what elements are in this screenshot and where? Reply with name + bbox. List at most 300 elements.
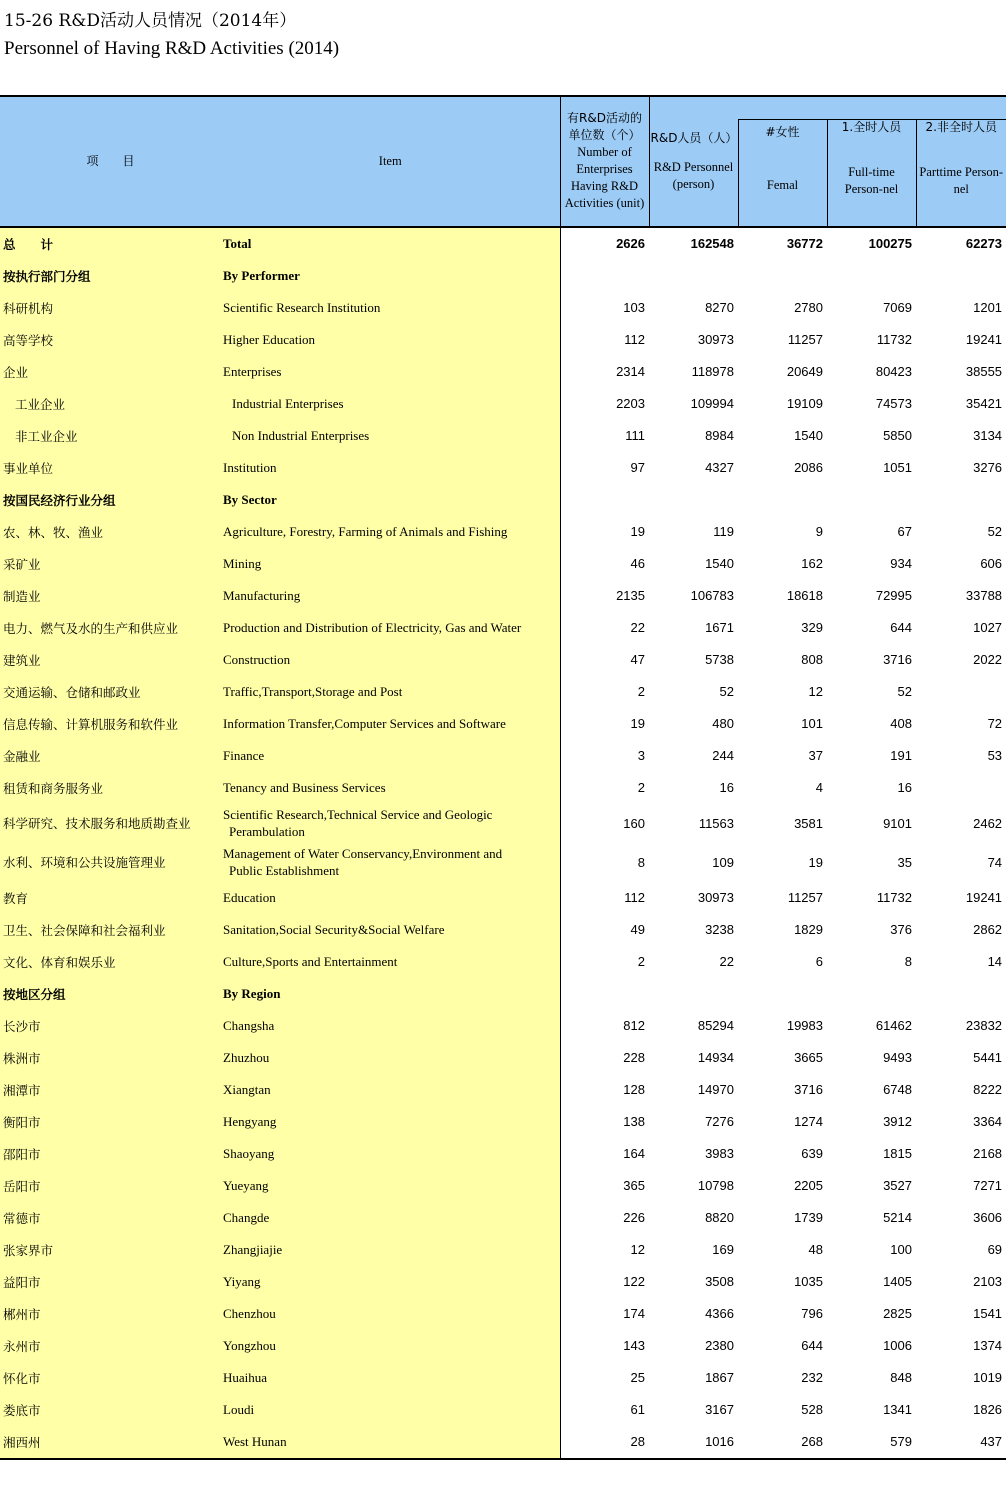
- row-label-en: Yueyang: [221, 1170, 560, 1202]
- table-row: [0, 1202, 1006, 1234]
- value-col3: 12: [808, 684, 823, 699]
- value-col1: 112: [560, 882, 649, 914]
- row-label-en: Changde: [221, 1202, 560, 1234]
- table-row: [0, 1362, 1006, 1394]
- row-label-en: By Sector: [221, 484, 560, 516]
- value-col2: 22: [719, 954, 734, 969]
- header-col5-cn: 2.非全时人员: [925, 120, 997, 135]
- row-label-en: Manufacturing: [221, 580, 560, 612]
- value-col1: 122: [560, 1266, 649, 1298]
- value-col1: 19: [560, 516, 649, 548]
- row-label-cn: 总 计: [0, 227, 221, 260]
- table-row: [0, 1330, 1006, 1362]
- value-col3: 2205: [794, 1178, 823, 1193]
- value-col5: [916, 676, 1006, 708]
- value-col3: 1540: [794, 428, 823, 443]
- value-col5: 2022: [973, 652, 1003, 667]
- row-label-en: By Performer: [221, 260, 560, 292]
- row-label-en-line1: Scientific Research,Technical Service and Geologic: [223, 807, 493, 822]
- value-col5: 606: [980, 556, 1003, 571]
- value-col2: 30973: [697, 890, 734, 905]
- header-spacer: [738, 96, 1006, 120]
- value-col1: 2135: [560, 580, 649, 612]
- value-col2: 2380: [705, 1338, 734, 1353]
- row-label-cn: 水利、环境和公共设施管理业: [0, 843, 221, 882]
- table-row: [0, 548, 1006, 580]
- value-col3: 2086: [794, 460, 823, 475]
- value-col4: 8: [904, 954, 912, 969]
- row-label-en: Agriculture, Forestry, Farming of Animals and Fishing: [221, 516, 560, 548]
- value-col5: 3276: [973, 460, 1003, 475]
- row-label-en: Information Transfer,Computer Services and Software: [221, 708, 560, 740]
- value-col4: [827, 978, 916, 1010]
- row-label-cn: 事业单位: [0, 452, 221, 484]
- value-col1: 812: [560, 1010, 649, 1042]
- row-label-cn: 文化、体育和娱乐业: [0, 946, 221, 978]
- value-col5: 2168: [973, 1146, 1003, 1161]
- row-label-en: Loudi: [221, 1394, 560, 1426]
- value-col3: 37: [808, 748, 823, 763]
- value-col5: 1201: [973, 300, 1003, 315]
- value-col5: 1374: [973, 1338, 1003, 1353]
- value-col3: 3665: [794, 1050, 823, 1065]
- value-col5: 1019: [973, 1370, 1003, 1385]
- row-label-cn: 按执行部门分组: [0, 260, 221, 292]
- row-label-cn: 郴州市: [0, 1298, 221, 1330]
- row-label-cn: 企业: [0, 356, 221, 388]
- value-col3: 639: [801, 1146, 823, 1161]
- value-col2: 8270: [705, 300, 734, 315]
- row-label-en: Shaoyang: [221, 1138, 560, 1170]
- row-label-cn: 怀化市: [0, 1362, 221, 1394]
- value-col5: 7271: [973, 1178, 1003, 1193]
- row-label-cn: 长沙市: [0, 1010, 221, 1042]
- value-col4: 5214: [883, 1210, 912, 1225]
- value-col5: 3606: [973, 1210, 1003, 1225]
- header-col4: [827, 120, 916, 227]
- table-row: [0, 946, 1006, 978]
- value-col1: 22: [560, 612, 649, 644]
- value-col3: 796: [801, 1306, 823, 1321]
- header-col3-cn: #女性: [765, 124, 800, 139]
- value-col2: 3167: [705, 1402, 734, 1417]
- value-col4: 9493: [883, 1050, 912, 1065]
- value-col2: 1016: [649, 1426, 738, 1459]
- value-col1: 2203: [560, 388, 649, 420]
- row-label-en: Huaihua: [221, 1362, 560, 1394]
- value-col3: 808: [801, 652, 823, 667]
- table-row: [0, 740, 1006, 772]
- value-col1: 143: [560, 1330, 649, 1362]
- row-label-cn: 教育: [0, 882, 221, 914]
- value-col3: 644: [801, 1338, 823, 1353]
- row-label-en: Industrial Enterprises: [221, 388, 560, 420]
- header-col1-en: Number of Enterprises Having R&D Activities (unit): [564, 145, 645, 211]
- value-col4: 16: [897, 780, 912, 795]
- row-label-en: Production and Distribution of Electricity, Gas and Water: [221, 612, 560, 644]
- row-label-cn: 永州市: [0, 1330, 221, 1362]
- value-col3: 11257: [787, 332, 823, 347]
- row-label-en: Zhuzhou: [221, 1042, 560, 1074]
- row-label-cn: 娄底市: [0, 1394, 221, 1426]
- value-col5: 72: [987, 716, 1003, 731]
- value-col4: 408: [890, 716, 912, 731]
- value-col5: 437: [916, 1426, 1006, 1459]
- value-col1: 2: [560, 772, 649, 804]
- value-col2: 85294: [697, 1018, 734, 1033]
- value-col3: 2780: [794, 300, 823, 315]
- value-col2: [649, 484, 738, 516]
- value-col4: 100275: [868, 236, 912, 251]
- row-label-cn: 益阳市: [0, 1266, 221, 1298]
- value-col1: 46: [560, 548, 649, 580]
- row-label-en: Finance: [221, 740, 560, 772]
- row-label-cn: 高等学校: [0, 324, 221, 356]
- row-label-en: Zhangjiajie: [221, 1234, 560, 1266]
- value-col4: 3912: [883, 1114, 912, 1129]
- value-col3: 1829: [794, 922, 823, 937]
- table-row: [0, 612, 1006, 644]
- value-col2: 10798: [697, 1178, 734, 1193]
- value-col1: 47: [560, 644, 649, 676]
- row-label-en: Scientific Research Institution: [221, 292, 560, 324]
- value-col3: 19983: [786, 1018, 823, 1033]
- row-label-en: [221, 843, 560, 882]
- row-label-cn: 岳阳市: [0, 1170, 221, 1202]
- row-label-cn: 非工业企业: [0, 420, 221, 452]
- row-label-cn: 农、林、牧、渔业: [0, 516, 221, 548]
- header-col2-cn: R&D人员（人）: [650, 130, 738, 145]
- row-label-en: [221, 804, 560, 843]
- row-label-en: Chenzhou: [221, 1298, 560, 1330]
- table-title-chinese: 15-26 R&D活动人员情况（2014年）: [4, 11, 297, 31]
- value-col2: 1671: [705, 620, 734, 635]
- row-label-cn: 交通运输、仓储和邮政业: [0, 676, 221, 708]
- value-col2: 169: [712, 1242, 734, 1257]
- row-label-en-line1: Management of Water Conservancy,Environment and: [223, 846, 503, 861]
- value-col5: [916, 484, 1006, 516]
- value-col4: [827, 484, 916, 516]
- value-col3: 48: [808, 1242, 823, 1257]
- value-col4: 11732: [876, 332, 912, 347]
- table-row: [0, 644, 1006, 676]
- table-header: [0, 96, 1006, 227]
- table-row: [0, 1138, 1006, 1170]
- row-label-cn: 金融业: [0, 740, 221, 772]
- value-col4: 376: [890, 922, 912, 937]
- value-col3: 4: [815, 780, 823, 795]
- value-col3: 19: [808, 854, 823, 870]
- table-row: [0, 1234, 1006, 1266]
- value-col4: 11732: [876, 890, 912, 905]
- value-col5: 62273: [965, 236, 1003, 251]
- header-item-cn: 项 目: [0, 96, 221, 227]
- value-col3: 19109: [786, 396, 823, 411]
- table-row: [0, 1074, 1006, 1106]
- row-label-en-line2: Public Establishment: [229, 863, 340, 878]
- value-col3: 232: [801, 1370, 823, 1385]
- value-col5: 38555: [965, 364, 1003, 379]
- table-row: [0, 356, 1006, 388]
- row-label-cn: 按国民经济行业分组: [0, 484, 221, 516]
- value-col5: [916, 260, 1006, 292]
- value-col4: 100: [890, 1242, 912, 1257]
- value-col1: 19: [560, 708, 649, 740]
- value-col2: 14934: [697, 1050, 734, 1065]
- value-col3: 20649: [786, 364, 823, 379]
- value-col1: 25: [560, 1362, 649, 1394]
- value-col5: 3364: [973, 1114, 1003, 1129]
- table-row: [0, 420, 1006, 452]
- row-label-cn: 常德市: [0, 1202, 221, 1234]
- value-col5: 1027: [973, 620, 1003, 635]
- row-label-en: Changsha: [221, 1010, 560, 1042]
- row-label-cn: 科学研究、技术服务和地质勘查业: [0, 804, 221, 843]
- table-row: [0, 1170, 1006, 1202]
- value-col5: 2862: [973, 922, 1003, 937]
- value-col5: 19241: [965, 332, 1003, 347]
- value-col2: 16: [719, 780, 734, 795]
- row-label-en: Higher Education: [221, 324, 560, 356]
- value-col5: 35421: [965, 396, 1003, 411]
- value-col2: 30973: [697, 332, 734, 347]
- value-col5: [916, 772, 1006, 804]
- row-label-cn: 按地区分组: [0, 978, 221, 1010]
- row-label-en: Enterprises: [221, 356, 560, 388]
- value-col1: 128: [560, 1074, 649, 1106]
- value-col2: 8984: [705, 428, 734, 443]
- row-label-en: Traffic,Transport,Storage and Post: [221, 676, 560, 708]
- value-col3: 329: [801, 620, 823, 635]
- value-col1: 61: [560, 1394, 649, 1426]
- value-col1: 103: [560, 292, 649, 324]
- row-label-cn: 株洲市: [0, 1042, 221, 1074]
- value-col4: [827, 260, 916, 292]
- value-col3: 3581: [794, 815, 823, 831]
- value-col2: 8820: [705, 1210, 734, 1225]
- value-col5: 2103: [973, 1274, 1003, 1289]
- table-title-english: Personnel of Having R&D Activities (2014): [4, 38, 340, 59]
- value-col2: 5738: [705, 652, 734, 667]
- table-row: [0, 843, 1006, 882]
- table-row: [0, 484, 1006, 516]
- header-col1: [560, 96, 649, 227]
- row-label-en: Construction: [221, 644, 560, 676]
- value-col4: 52: [897, 684, 912, 699]
- value-col4: 74573: [875, 396, 912, 411]
- value-col1: 160: [560, 804, 649, 843]
- table-row: [0, 516, 1006, 548]
- value-col1: 49: [560, 914, 649, 946]
- header-col2: [649, 96, 738, 227]
- value-col2: [649, 260, 738, 292]
- value-col2: 4366: [705, 1306, 734, 1321]
- value-col2: 1540: [705, 556, 734, 571]
- row-label-cn: 衡阳市: [0, 1106, 221, 1138]
- value-col3: 1739: [794, 1210, 823, 1225]
- value-col3: 268: [738, 1426, 827, 1459]
- value-col2: 3238: [705, 922, 734, 937]
- value-col4: 848: [890, 1370, 912, 1385]
- value-col5: 8222: [973, 1082, 1003, 1097]
- row-label-en: Education: [221, 882, 560, 914]
- row-label-cn: 卫生、社会保障和社会福利业: [0, 914, 221, 946]
- row-label-en: Institution: [221, 452, 560, 484]
- value-col1: 226: [560, 1202, 649, 1234]
- value-col3: 18618: [786, 588, 823, 603]
- row-label-cn: 张家界市: [0, 1234, 221, 1266]
- value-col1: 228: [560, 1042, 649, 1074]
- table-row: [0, 580, 1006, 612]
- table-row: [0, 452, 1006, 484]
- value-col5: 53: [987, 748, 1003, 763]
- value-col4: 1006: [883, 1338, 912, 1353]
- table-row: [0, 388, 1006, 420]
- value-col1: 112: [560, 324, 649, 356]
- value-col5: 69: [987, 1242, 1003, 1257]
- row-label-cn: 租赁和商务服务业: [0, 772, 221, 804]
- row-label-en: Sanitation,Social Security&Social Welfare: [221, 914, 560, 946]
- value-col2: 11563: [698, 815, 734, 831]
- value-col2: 109994: [690, 396, 734, 411]
- row-label-cn: 制造业: [0, 580, 221, 612]
- value-col2: 244: [712, 748, 734, 763]
- value-col1: 97: [560, 452, 649, 484]
- row-label-en-line2: Perambulation: [229, 824, 305, 839]
- value-col3: 1274: [794, 1114, 823, 1129]
- value-col5: 1826: [973, 1402, 1003, 1417]
- value-col2: 4327: [705, 460, 734, 475]
- value-col4: 1405: [883, 1274, 912, 1289]
- value-col4: 67: [897, 524, 912, 539]
- row-label-cn: 电力、燃气及水的生产和供应业: [0, 612, 221, 644]
- value-col2: 14970: [697, 1082, 734, 1097]
- header-col5-en: Parttime Person-nel: [919, 165, 1004, 197]
- value-col2: 480: [712, 716, 734, 731]
- value-col4: 1815: [883, 1146, 912, 1161]
- value-col1: [560, 484, 649, 516]
- value-col4: 5850: [883, 428, 912, 443]
- value-col1: 138: [560, 1106, 649, 1138]
- value-col5: 3134: [973, 428, 1003, 443]
- table-row: [0, 324, 1006, 356]
- value-col1: [560, 978, 649, 1010]
- value-col5: 74: [987, 854, 1003, 870]
- value-col3: 101: [801, 716, 823, 731]
- header-item-en: Item: [221, 96, 560, 227]
- value-col4: 3716: [883, 652, 912, 667]
- value-col2: 7276: [705, 1114, 734, 1129]
- value-col1: 2: [560, 946, 649, 978]
- value-col4: 644: [890, 620, 912, 635]
- header-col3: [738, 120, 827, 227]
- value-col3: 36772: [786, 236, 823, 251]
- row-label-cn: 建筑业: [0, 644, 221, 676]
- value-col3: 6: [815, 954, 823, 969]
- table-row: [0, 676, 1006, 708]
- value-col4: 72995: [875, 588, 912, 603]
- table-row: [0, 882, 1006, 914]
- value-col4: 579: [827, 1426, 916, 1459]
- value-col2: 52: [719, 684, 734, 699]
- value-col2: 119: [713, 524, 734, 539]
- header-col2-en: R&D Personnel (person): [653, 159, 734, 191]
- table-row: [0, 1394, 1006, 1426]
- value-col4: 7069: [883, 300, 912, 315]
- row-label-en: Hengyang: [221, 1106, 560, 1138]
- value-col4: 191: [890, 748, 912, 763]
- value-col2: 3983: [705, 1146, 734, 1161]
- row-label-en: Yongzhou: [221, 1330, 560, 1362]
- value-col2: 109: [712, 854, 734, 870]
- row-label-en: Total: [221, 227, 560, 260]
- header-col5: [916, 120, 1006, 227]
- table-row: [0, 292, 1006, 324]
- value-col2: 162548: [690, 236, 734, 251]
- value-col5: 1541: [973, 1306, 1003, 1321]
- value-col3: [738, 260, 827, 292]
- value-col4: 3527: [883, 1178, 912, 1193]
- row-label-cn: 湘潭市: [0, 1074, 221, 1106]
- value-col2: [649, 978, 738, 1010]
- row-label-cn: 科研机构: [0, 292, 221, 324]
- value-col3: 528: [801, 1402, 823, 1417]
- value-col3: 1035: [794, 1274, 823, 1289]
- value-col5: 19241: [965, 890, 1003, 905]
- table-row: [0, 1298, 1006, 1330]
- table-row: [0, 914, 1006, 946]
- row-label-en: Tenancy and Business Services: [221, 772, 560, 804]
- header-col1-cn: 有R&D活动的单位数（个）: [567, 111, 642, 143]
- value-col1: 8: [560, 843, 649, 882]
- value-col2: 118978: [691, 364, 734, 379]
- table-row: [0, 978, 1006, 1010]
- value-col1: 365: [560, 1170, 649, 1202]
- table-row: [0, 260, 1006, 292]
- header-col4-cn: 1.全时人员: [841, 120, 902, 135]
- value-col1: [560, 260, 649, 292]
- header-col4-en: Full-time Person-nel: [844, 165, 899, 197]
- value-col2: 106783: [690, 588, 734, 603]
- row-label-en: Culture,Sports and Entertainment: [221, 946, 560, 978]
- value-col4: 1341: [883, 1402, 912, 1417]
- row-label-cn: 邵阳市: [0, 1138, 221, 1170]
- value-col5: 33788: [965, 588, 1003, 603]
- value-col3: [738, 484, 827, 516]
- value-col2: 1867: [705, 1370, 734, 1385]
- value-col4: 934: [890, 556, 912, 571]
- value-col5: [916, 978, 1006, 1010]
- row-label-en: By Region: [221, 978, 560, 1010]
- table-body: [0, 227, 1006, 1459]
- value-col4: 6748: [883, 1082, 912, 1097]
- value-col5: 52: [987, 524, 1003, 539]
- value-col4: 9101: [883, 815, 912, 831]
- value-col1: 164: [560, 1138, 649, 1170]
- value-col1: 2314: [560, 356, 649, 388]
- row-label-en: Xiangtan: [221, 1074, 560, 1106]
- table-row: [0, 804, 1006, 843]
- row-label-cn: 信息传输、计算机服务和软件业: [0, 708, 221, 740]
- table-row: [0, 1106, 1006, 1138]
- value-col3: 3716: [794, 1082, 823, 1097]
- row-label-en: West Hunan: [221, 1426, 560, 1459]
- value-col2: 3508: [705, 1274, 734, 1289]
- value-col1: 3: [560, 740, 649, 772]
- table-row: [0, 1266, 1006, 1298]
- value-col1: 2: [560, 676, 649, 708]
- value-col4: 61462: [875, 1018, 912, 1033]
